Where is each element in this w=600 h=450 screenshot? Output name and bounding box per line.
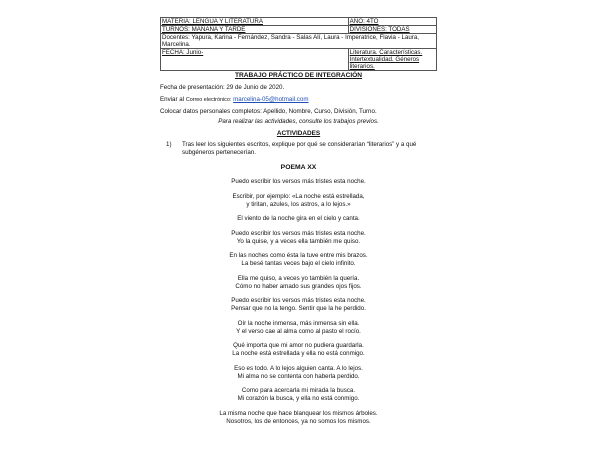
poem-stanza: [160, 215, 437, 223]
activities-title: ACTIVIDADES: [276, 130, 321, 137]
anio-cell: [348, 18, 436, 26]
poem-verse: Puedo escribir los versos más tristes esta noche.: [231, 297, 366, 304]
fecha-text: FECHA: Junio-: [162, 49, 204, 56]
send-prefix: Enviar al: [160, 96, 185, 103]
personal-data-instruction: Colocar datos personales completos: Apellido, Nombre, Curso, División, Turno.: [160, 108, 377, 115]
poem-verse: Puedo escribir los versos más tristes esta noche.: [231, 229, 366, 237]
poem-verse: y tiritan, azules, los astros, a lo lejos.»: [246, 200, 351, 208]
poem-verse: Escribir, por ejemplo: «La noche está estrellada,: [232, 192, 365, 200]
poem-body: [160, 178, 437, 432]
question-number: 1): [166, 141, 172, 148]
anio-text: AÑO: 4TO: [349, 18, 379, 25]
header-table: [160, 17, 437, 71]
poem-stanza: [160, 193, 437, 209]
poem-verse: El viento de la noche gira en el cielo y canta.: [237, 215, 360, 222]
poem-stanza: [160, 252, 437, 268]
poem-stanza: [160, 342, 437, 358]
materia-text: MATERIA: LENGUA Y LITERATURA: [162, 18, 263, 25]
poem-stanza: [160, 297, 437, 313]
poem-verse: La misma noche que hace blanquear los mismos árboles.: [219, 409, 378, 417]
docentes-text: Docentes: Yapura, Karina - Fernández, Sandra - Salas Alí, Laura - Imperatrice, Flavia - Laura, Marcelina.: [162, 34, 420, 48]
poem-verse: Mi corazón la busca, y ella no está conmigo.: [237, 395, 360, 402]
materia-cell: [161, 18, 349, 26]
poem-title: POEMA XX: [280, 164, 317, 171]
poem-verse: Qué importa que mi amor no pudiera guardarla.: [233, 342, 364, 349]
poem-stanza: [160, 387, 437, 403]
poem-stanza: [160, 230, 437, 246]
tema-cell: [348, 49, 436, 71]
poem-verse: Y el verso cae al alma como al pasto el rocío.: [236, 327, 361, 335]
poem-verse: Como para acercarla mi mirada la busca.: [241, 387, 356, 394]
poem-verse: Mi alma no se contenta con haberla perdido.: [237, 372, 360, 380]
poem-verse: Puedo escribir los versos más tristes esta noche.: [231, 178, 366, 185]
poem-stanza: [160, 178, 437, 186]
question-item: [166, 141, 428, 157]
turnos-text: TURNOS: MAÑANA Y TARDE: [162, 26, 246, 33]
fecha-cell: [161, 49, 349, 71]
poem-verse: Nosotros, los de entonces, ya no somos los mismos.: [226, 417, 371, 425]
poem-verse: Cómo no haber amado sus grandes ojos fijos.: [235, 282, 362, 290]
poem-verse: Oír la noche inmensa, más inmensa sin ella.: [237, 319, 360, 327]
poem-stanza: [160, 365, 437, 381]
turnos-cell: [161, 26, 349, 34]
presentation-date: Fecha de presentación: 29 de Junio de 2020.: [160, 84, 285, 91]
poem-verse: En las noches como ésta la tuve entre mis brazos.: [229, 252, 368, 259]
docentes-cell: [161, 34, 437, 49]
poem-stanza: [160, 320, 437, 336]
poem-stanza: [160, 410, 437, 426]
divisiones-cell: [348, 26, 436, 34]
poem-verse: La besé tantas veces bajo el cielo infinito.: [241, 260, 356, 267]
activities-note: Para realizar las actividades, consulte los trabajos previos.: [218, 118, 379, 125]
poem-verse: Pensar que no la tengo. Sentir que la he perdido.: [231, 305, 366, 312]
divisiones-text: DIVISIONES: TODAS: [349, 26, 410, 33]
poem-verse: Yo la quise, y a veces ella también me quiso.: [236, 237, 361, 245]
tema-text: Literatura. Características. Intertextualidad. Géneros literarios.: [349, 49, 423, 70]
question-text: Tras leer los siguientes escritos, explique por qué se considerarían “literarios” y a qué subgéneros pertenecerían.: [182, 141, 417, 156]
send-label: Correo electrónico:: [185, 97, 232, 103]
email-link[interactable]: marcelina-05@hotmail.com: [233, 96, 309, 103]
document-title: TRABAJO PRÁCTICO DE INTEGRACIÓN: [234, 72, 363, 79]
poem-verse: Ella me quiso, a veces yo también la quería.: [237, 274, 360, 282]
poem-stanza: [160, 275, 437, 291]
send-line: [160, 96, 309, 103]
poem-verse: Eso es todo. A lo lejos alguien canta. A lo lejos.: [234, 364, 363, 372]
poem-verse: La noche está estrellada y ella no está conmigo.: [232, 350, 365, 357]
